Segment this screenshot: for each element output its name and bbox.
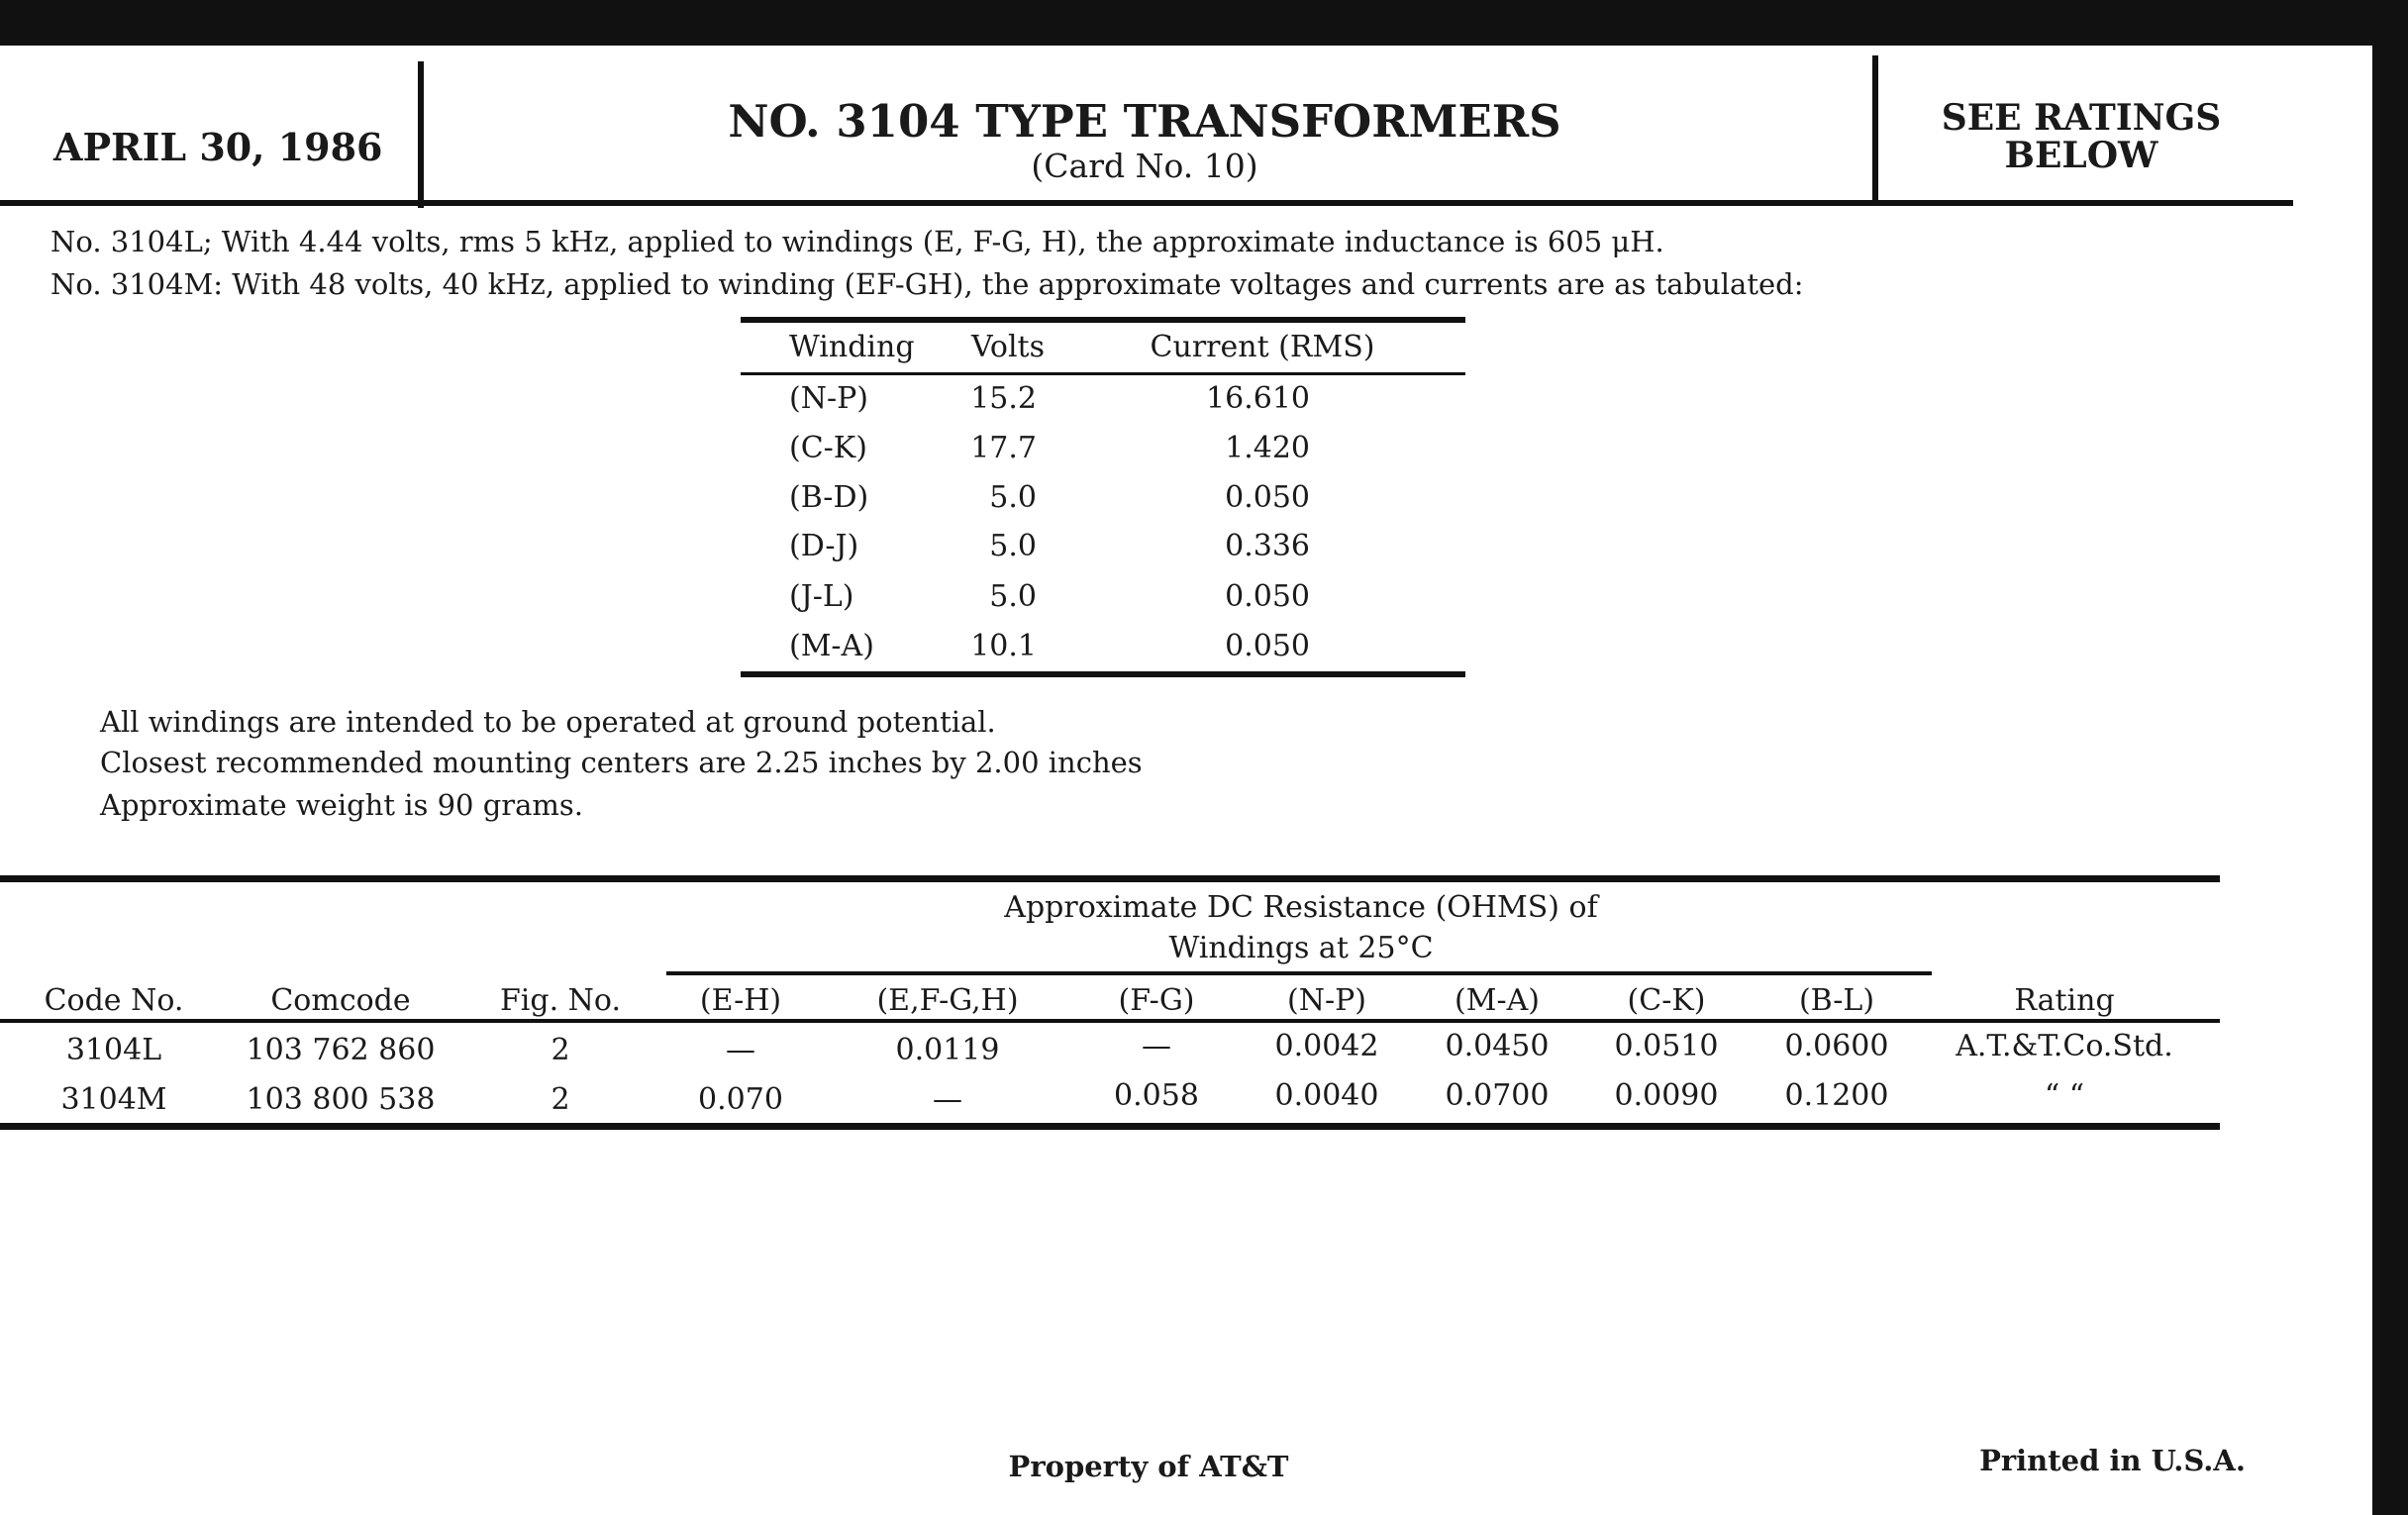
note-weight: Approximate weight is 90 grams.	[100, 788, 584, 822]
resistance-cell: 3104L	[65, 1033, 162, 1067]
header-rule	[0, 200, 2293, 206]
resistance-cell: 0.0090	[1614, 1078, 1719, 1113]
winding-table-header-rule	[741, 372, 1465, 375]
volts-cell: 5.0	[989, 529, 1037, 563]
resistance-cell: —	[726, 1033, 755, 1067]
current-cell: 0.050	[1225, 629, 1310, 663]
resistance-cell: —	[1142, 1029, 1171, 1063]
resistance-column-header: (E-H)	[699, 983, 782, 1018]
volts-cell: 10.1	[970, 629, 1037, 663]
resistance-cell: 0.0700	[1445, 1078, 1550, 1113]
resistance-group-rule	[666, 971, 1932, 975]
resistance-column-header: Fig. No.	[499, 983, 622, 1018]
current-cell: 0.050	[1225, 579, 1310, 614]
resistance-column-header: (F-G)	[1118, 983, 1195, 1018]
page-title: NO. 3104 TYPE TRANSFORMERS	[728, 95, 1561, 148]
resistance-cell: 103 762 860	[246, 1033, 436, 1067]
resistance-cell: 0.0119	[895, 1033, 1000, 1067]
resistance-cell: A.T.&T.Co.Std.	[1956, 1029, 2173, 1063]
header-divider-left	[418, 61, 424, 208]
winding-cell: (B-D)	[789, 480, 869, 515]
note-mounting: Closest recommended mounting centers are 2.25 inches by 2.00 inches	[100, 746, 1143, 779]
resistance-group-header: Approximate DC Resistance (OHMS) of	[1004, 890, 1598, 925]
resistance-cell: 0.0510	[1614, 1029, 1719, 1063]
intro-3104L: No. 3104L; With 4.44 volts, rms 5 kHz, applied to windings (E, F-G, H), the approximate inductance is 605 μH.	[50, 225, 1664, 258]
volts-cell: 5.0	[989, 480, 1037, 515]
current-cell: 0.050	[1225, 480, 1310, 515]
intro-3104M: No. 3104M: With 48 volts, 40 kHz, applied to winding (EF-GH), the approximate voltages and currents are as tabulated:	[50, 267, 1804, 301]
winding-cell: (C-K)	[789, 431, 867, 465]
see-ratings-label-below: BELOW	[2004, 135, 2158, 176]
winding-table-bottom-rule	[741, 671, 1465, 677]
resistance-column-header: (M-A)	[1455, 983, 1540, 1018]
resistance-table-top-rule	[0, 875, 2220, 882]
resistance-column-header: (E,F-G,H)	[876, 983, 1019, 1018]
resistance-cell: 0.0042	[1274, 1029, 1379, 1063]
resistance-column-header: Code No.	[44, 983, 184, 1018]
resistance-cell: 103 800 538	[246, 1082, 436, 1117]
volts-cell: 5.0	[989, 579, 1037, 614]
resistance-cell: 0.0040	[1274, 1078, 1379, 1113]
resistance-column-header: Comcode	[270, 983, 411, 1018]
resistance-cell: “ “	[2044, 1078, 2085, 1113]
resistance-table-bottom-rule	[0, 1123, 2220, 1130]
resistance-column-header: Rating	[2014, 983, 2115, 1018]
current-cell: 16.610	[1206, 381, 1310, 416]
printed-label: Printed in U.S.A.	[1979, 1444, 2246, 1477]
resistance-cell: 0.058	[1114, 1078, 1199, 1113]
resistance-header-rule	[0, 1019, 2220, 1023]
resistance-cell: 0.0450	[1445, 1029, 1550, 1063]
resistance-cell: —	[933, 1082, 962, 1117]
card-date: APRIL 30, 1986	[53, 125, 383, 169]
volts-header: Volts	[970, 330, 1046, 364]
volts-cell: 17.7	[970, 431, 1037, 465]
volts-cell: 15.2	[970, 381, 1037, 416]
resistance-group-header-line2: Windings at 25°C	[1168, 931, 1434, 965]
current-cell: 1.420	[1225, 431, 1310, 465]
current-cell: 0.336	[1225, 529, 1310, 563]
resistance-cell: 0.0600	[1784, 1029, 1889, 1063]
resistance-column-header: (N-P)	[1287, 983, 1366, 1018]
note-ground: All windings are intended to be operated at ground potential.	[100, 705, 996, 739]
scan-border-top	[0, 0, 2408, 46]
resistance-cell: 3104M	[60, 1082, 167, 1117]
winding-cell: (M-A)	[789, 629, 874, 663]
card-number: (Card No. 10)	[1031, 147, 1258, 185]
resistance-cell: 0.070	[698, 1082, 783, 1117]
resistance-cell: 2	[551, 1033, 570, 1067]
scan-border-right	[2372, 0, 2408, 1515]
winding-cell: (D-J)	[789, 529, 859, 563]
winding-table-top-rule	[741, 317, 1465, 323]
resistance-column-header: (C-K)	[1627, 983, 1706, 1018]
winding-cell: (N-P)	[789, 381, 868, 416]
current-header: Current (RMS)	[1150, 330, 1375, 364]
see-ratings-label: SEE RATINGS	[1941, 97, 2222, 139]
header-divider-right	[1872, 55, 1878, 200]
resistance-cell: 0.1200	[1784, 1078, 1889, 1113]
winding-cell: (J-L)	[789, 579, 854, 614]
winding-header: Winding	[789, 330, 915, 364]
resistance-cell: 2	[551, 1082, 570, 1117]
property-label: Property of AT&T	[1008, 1450, 1289, 1483]
resistance-column-header: (B-L)	[1798, 983, 1875, 1018]
